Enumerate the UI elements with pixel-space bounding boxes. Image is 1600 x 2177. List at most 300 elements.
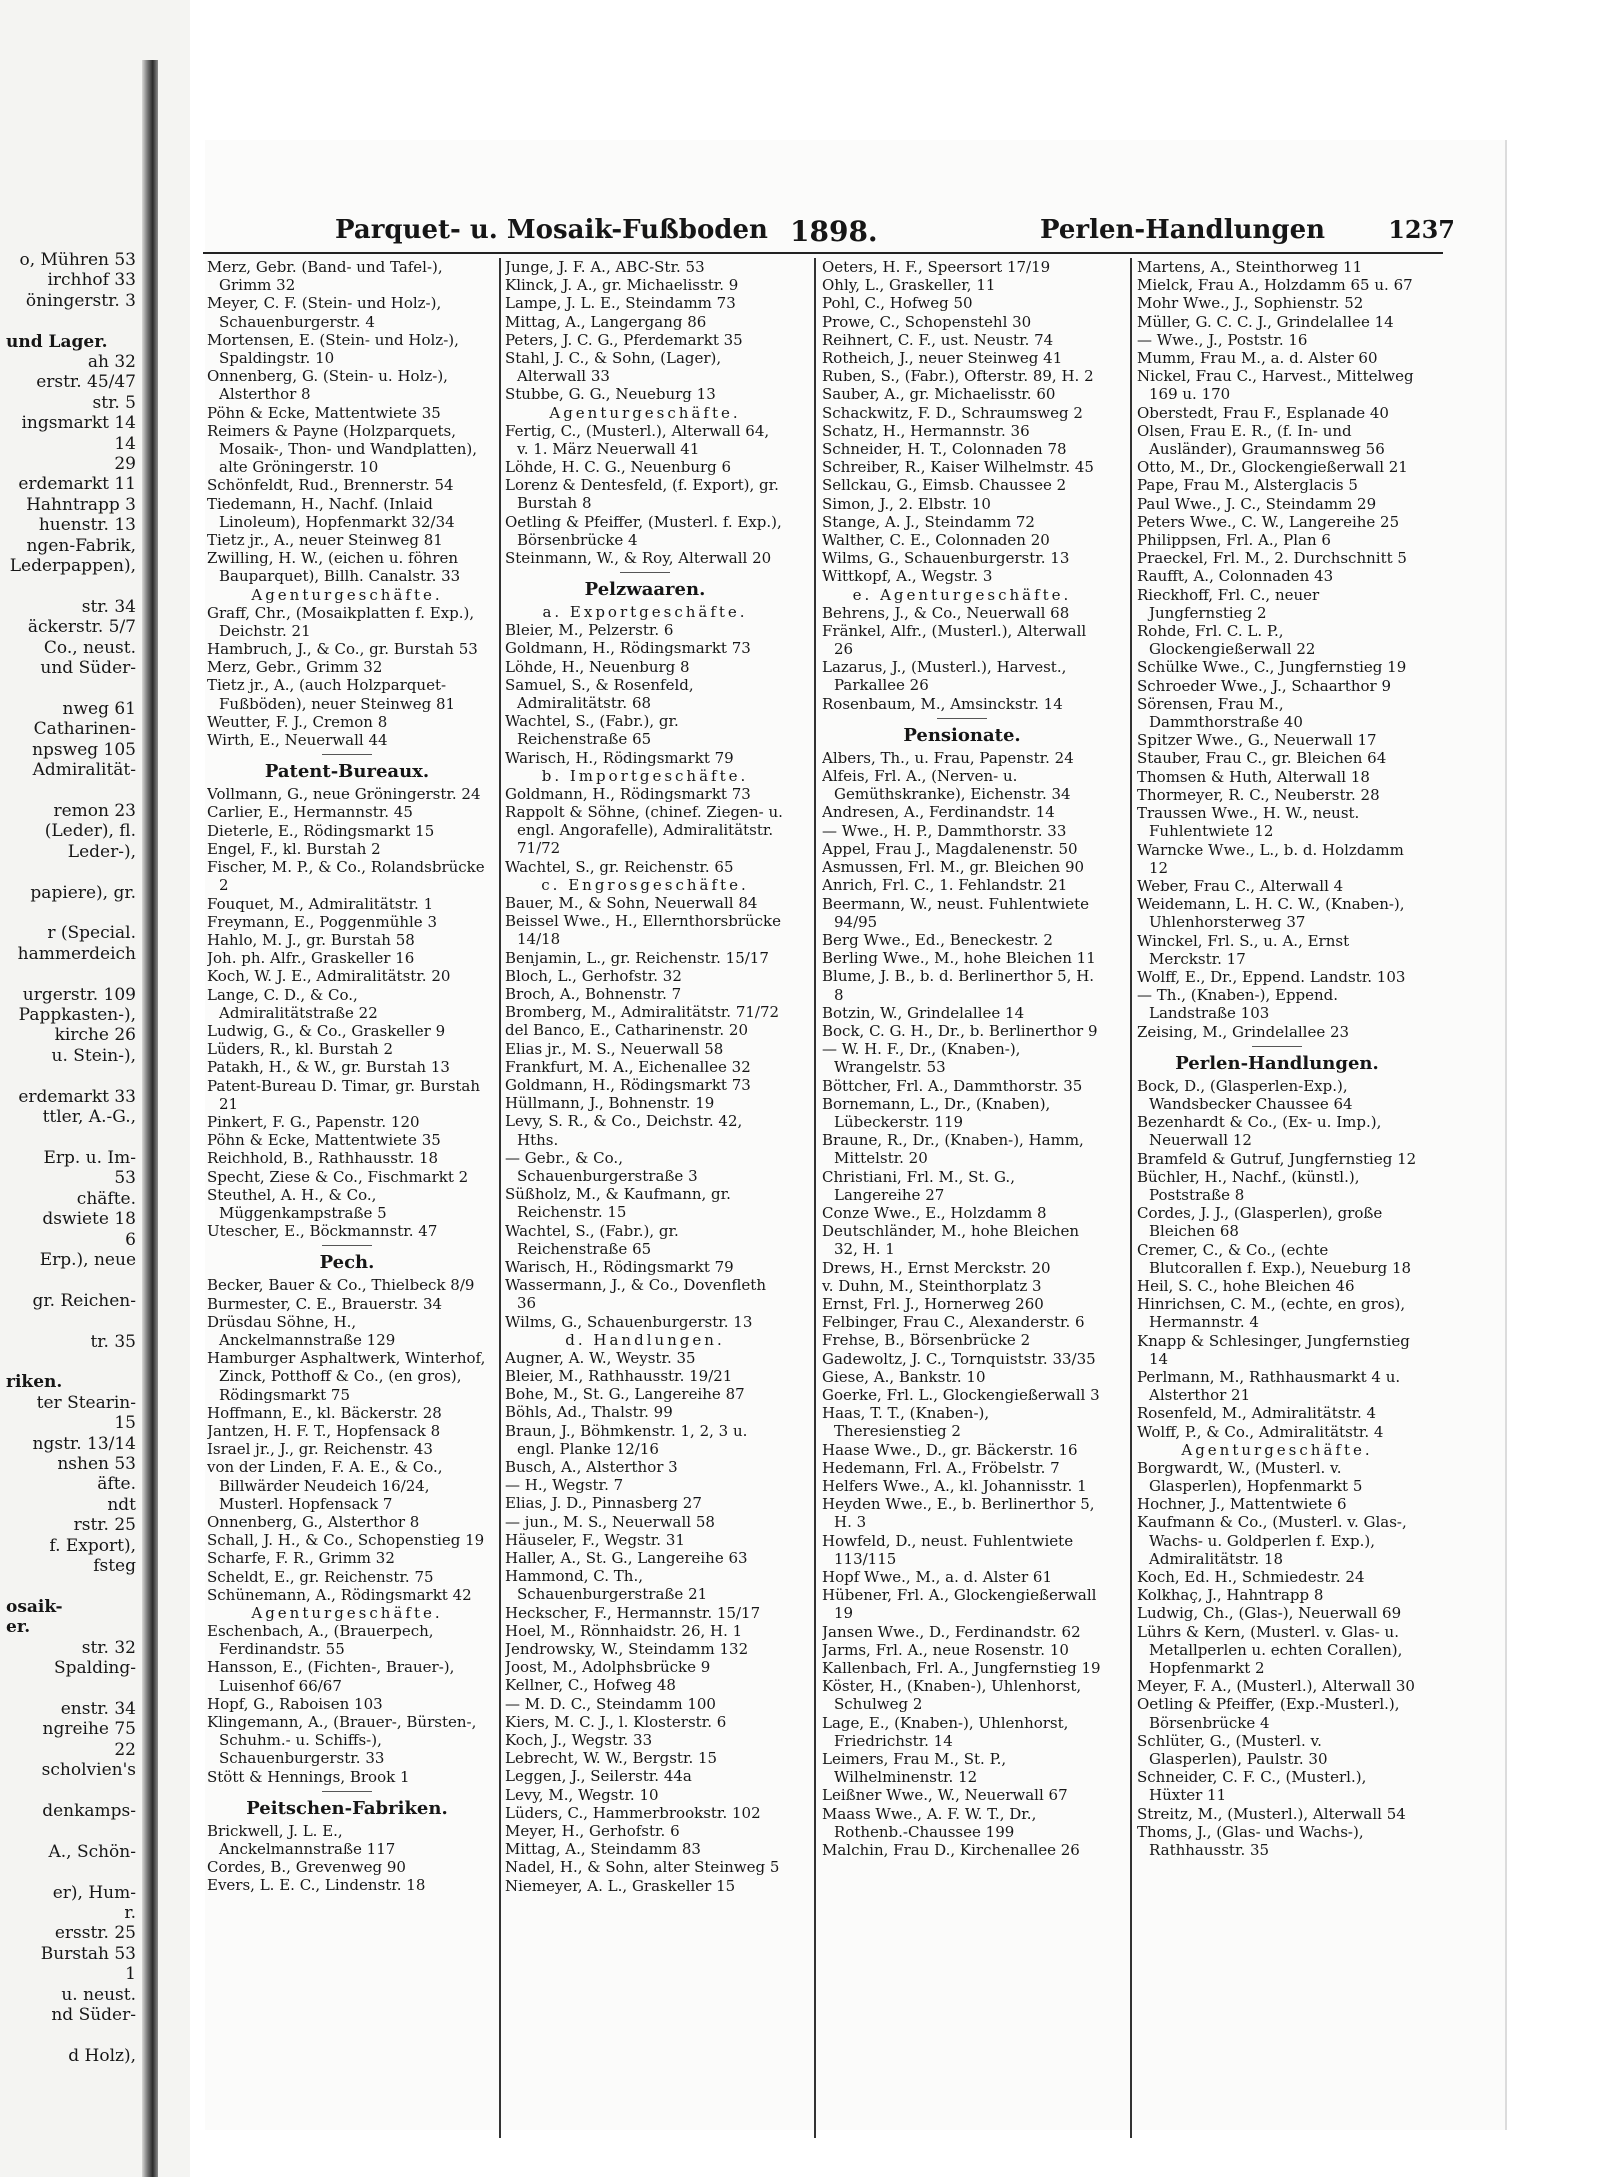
directory-entry: Bauer, M., & Sohn, Neuerwall 84: [505, 893, 758, 912]
directory-entry: Busch, A., Alsterthor 3: [505, 1457, 678, 1476]
directory-entry: Lampe, J. L. E., Steindamm 73: [505, 294, 736, 313]
section-heading: Pensionate.: [903, 724, 1021, 746]
facing-page-line: [0, 1270, 140, 1290]
book-spine: [142, 60, 158, 2177]
directory-entry: Oberstedt, Frau F., Esplanade 40: [1137, 403, 1389, 422]
facing-page-line: 1: [125, 1964, 136, 1985]
header-year: 1898.: [790, 215, 878, 248]
facing-page-line: r.: [124, 1902, 136, 1923]
directory-entry: Mittag, A., Langergang 86: [505, 312, 707, 331]
directory-entry: Kiers, M. C. J., l. Klosterstr. 6: [505, 1712, 727, 1731]
facing-page-line: fsteg: [93, 1556, 136, 1576]
directory-entry: Otto, M., Dr., Glockengießerwall 21: [1137, 458, 1408, 477]
facing-page-line: ah 32: [87, 352, 136, 373]
directory-entry: Asmussen, Frl. M., gr. Bleichen 90: [822, 858, 1085, 877]
directory-entry: Bleier, M., Rathhausstr. 19/21: [505, 1366, 733, 1385]
directory-entry: — W. H. F., Dr., (Knaben-), Wrangelstr. 53: [822, 1040, 1021, 1077]
facing-page-line: enstr. 34: [60, 1698, 136, 1719]
facing-page-line: er.: [6, 1617, 31, 1638]
directory-entry: Hüllmann, J., Bohnenstr. 19: [505, 1094, 715, 1113]
directory-entry: Vollmann, G., neue Gröningerstr. 24: [207, 785, 481, 804]
column-1: [207, 258, 487, 2138]
directory-entry: Hinrichsen, C. M., (echte, en gros), Hermannstr. 4: [1137, 1295, 1406, 1332]
directory-entry: Jansen Wwe., D., Ferdinandstr. 62: [822, 1622, 1081, 1641]
facing-page-line: Pappkasten-),: [18, 1005, 136, 1026]
directory-entry: Philippsen, Frl. A., Plan 6: [1137, 531, 1331, 550]
facing-page-line: [0, 311, 140, 331]
directory-entry: Jendrowsky, W., Steindamm 132: [505, 1640, 749, 1659]
directory-entry: Tietz jr., A., (auch Holzparquet-Fußböden), neuer Steinweg 81: [207, 676, 456, 713]
directory-entry: Mittag, A., Steindamm 83: [505, 1840, 701, 1859]
directory-entry: — Wwe., H. P., Dammthorstr. 33: [822, 821, 1067, 840]
directory-entry: Blume, J. B., b. d. Berlinerthor 5, H. 8: [822, 967, 1095, 1004]
directory-entry: Schatz, H., Hermannstr. 36: [822, 421, 1030, 440]
directory-entry: Dieterle, E., Rödingsmarkt 15: [207, 821, 435, 840]
directory-entry: Anrich, Frl. C., 1. Fehlandstr. 21: [822, 876, 1068, 895]
directory-entry: Sörensen, Frau M., Dammthorstraße 40: [1137, 694, 1303, 732]
directory-entry: Mielck, Frau A., Holzdamm 65 u. 67: [1137, 276, 1413, 295]
directory-entry: Wolff, P., & Co., Admiralitätstr. 4: [1137, 1422, 1384, 1441]
directory-entry: Hochner, J., Mattentwiete 6: [1137, 1495, 1347, 1514]
directory-entry: Braun, J., Böhmkenstr. 1, 2, 3 u. engl. Planke 12/16: [505, 1421, 748, 1458]
directory-entry: Samuel, S., & Rosenfeld, Admiralitätstr. 68: [505, 675, 694, 713]
facing-page-line: Catharinen-: [33, 719, 136, 740]
directory-entry: Reihnert, C. F., ust. Neustr. 74: [822, 330, 1054, 349]
directory-entry: Bromberg, M., Admiralitätstr. 71/72: [505, 1003, 780, 1022]
directory-entry: Stauber, Frau C., gr. Bleichen 64: [1137, 749, 1387, 768]
directory-entry: Meyer, F. A., (Musterl.), Alterwall 30: [1137, 1677, 1415, 1696]
directory-entry: Spitzer Wwe., G., Neuerwall 17: [1137, 731, 1377, 750]
directory-entry: von der Linden, F. A. E., & Co., Billwärder Neudeich 16/24, Musterl. Hopfensack 7: [207, 1458, 443, 1513]
directory-entry: Oetling & Pfeiffer, (Musterl. f. Exp.), Börsenbrücke 4: [505, 512, 782, 549]
directory-entry: Wittkopf, A., Wegstr. 3: [822, 567, 993, 586]
directory-entry: Frehse, B., Börsenbrücke 2: [822, 1331, 1031, 1350]
page-header: [335, 215, 1455, 255]
facing-page-line: Lederpappen),: [9, 556, 136, 577]
directory-entry: Wachtel, S., (Fabr.), gr. Reichenstraße 65: [505, 712, 679, 749]
facing-page-line: [0, 1862, 140, 1882]
directory-entry: Löhde, H., Neuenburg 8: [505, 657, 690, 676]
directory-entry: Bock, D., (Glasperlen-Exp.), Wandsbecker Chaussee 64: [1137, 1076, 1353, 1113]
directory-entry: Berling Wwe., M., hohe Bleichen 11: [822, 949, 1096, 968]
directory-entry: Heil, S. C., hohe Bleichen 46: [1137, 1276, 1355, 1295]
directory-entry: Weber, Frau C., Alterwall 4: [1137, 876, 1344, 895]
directory-entry: Schneider, H. T., Colonnaden 78: [822, 440, 1067, 459]
directory-entry: Helfers Wwe., A., kl. Johannisstr. 1: [822, 1477, 1087, 1495]
directory-entry: Praeckel, Frl. M., 2. Durchschnitt 5: [1137, 549, 1407, 568]
directory-entry: Süßholz, M., & Kaufmann, gr. Reichenstr. 15: [505, 1185, 731, 1222]
facing-page-line: (Leder), fl.: [44, 821, 136, 842]
directory-entry: Utescher, E., Böckmannstr. 47: [207, 1222, 438, 1241]
directory-entry: Thoms, J., (Glas- und Wachs-), Rathhausstr. 35: [1137, 1822, 1364, 1860]
facing-page-line: Admiralität-: [32, 760, 136, 781]
directory-entry: Gadewoltz, J. C., Tornquiststr. 33/35: [822, 1349, 1096, 1368]
directory-entry: Böttcher, Frl. A., Dammthorstr. 35: [822, 1076, 1083, 1095]
facing-page-line: und Süder-: [40, 658, 136, 679]
facing-page-line: Burstah 53: [40, 1943, 136, 1964]
directory-entry: Hopf, G., Raboisen 103: [207, 1694, 383, 1713]
directory-entry: Evers, L. E. C., Lindenstr. 18: [207, 1876, 426, 1895]
directory-entry: Patakh, H., & W., gr. Burstah 13: [207, 1058, 450, 1077]
directory-entry: Zeising, M., Grindelallee 23: [1137, 1022, 1350, 1041]
facing-page-line: 15: [114, 1413, 136, 1434]
directory-entry: Merz, Gebr., Grimm 32: [207, 658, 383, 677]
directory-entry: Zwilling, H. W., (eichen u. föhren Bauparquet), Billh. Canalstr. 33: [207, 549, 461, 586]
facing-page-line: nd Süder-: [51, 2004, 136, 2025]
facing-page-line: nweg 61: [62, 698, 136, 719]
directory-entry: Fischer, M. P., & Co., Rolandsbrücke 2: [207, 858, 485, 895]
directory-entry: Sellckau, G., Eimsb. Chaussee 2: [822, 476, 1067, 495]
section-rule: [620, 572, 670, 573]
directory-entry: Tiedemann, H., Nachf. (Inlaid Linoleum), Hopfenmarkt 32/34: [207, 494, 455, 531]
section-rule: [322, 754, 372, 755]
column-divider: [499, 258, 501, 2138]
directory-entry: Häuseler, F., Wegstr. 31: [505, 1530, 685, 1549]
directory-entry: Andresen, A., Ferdinandstr. 14: [822, 803, 1055, 822]
directory-entry: Kaufmann & Co., (Musterl. v. Glas-, Wachs- u. Goldperlen f. Exp.), Admiralitätstr. 18: [1137, 1513, 1407, 1568]
directory-entry: Reimers & Payne (Holzparquets, Mosaik-, Thon- und Wandplatten), alte Gröningerstr. 10: [207, 421, 478, 477]
subsection-heading: e. Agenturgeschäfte.: [852, 585, 1072, 604]
directory-entry: Carlier, E., Hermannstr. 45: [207, 803, 413, 822]
facing-page-line: ngstr. 13/14: [32, 1433, 136, 1454]
facing-page-line: [0, 903, 140, 923]
header-section-right: Perlen-Handlungen: [1040, 215, 1326, 245]
directory-entry: Bramfeld & Gutruf, Jungfernstieg 12: [1137, 1149, 1417, 1168]
column-3: [822, 258, 1102, 2138]
directory-entry: Perlmann, M., Rathhausmarkt 4 u. Alsterthor 21: [1137, 1367, 1401, 1405]
directory-entry: Joost, M., Adolphsbrücke 9: [505, 1658, 711, 1677]
directory-entry: Merz, Gebr. (Band- und Tafel-), Grimm 32: [207, 258, 443, 295]
directory-entry: Nickel, Frau C., Harvest., Mittelweg 169 u. 170: [1137, 367, 1414, 404]
directory-entry: Hammond, C. Th., Schauenburgerstraße 21: [505, 1567, 708, 1604]
facing-page-line: ndt: [107, 1494, 136, 1515]
facing-page-line: [0, 1678, 140, 1698]
facing-page-line: hammerdeich: [17, 943, 136, 964]
directory-entry: Lange, C. D., & Co., Admiralitätstraße 22: [207, 985, 378, 1022]
directory-entry: Böhls, Ad., Thalstr. 99: [505, 1403, 673, 1422]
facing-page-line: ttler, A.-G.,: [42, 1107, 136, 1128]
directory-entry: Wassermann, J., & Co., Dovenfleth 36: [505, 1276, 766, 1313]
directory-entry: Felbinger, Frau C., Alexanderstr. 6: [822, 1313, 1085, 1332]
directory-entry: Heyden Wwe., E., b. Berlinerthor 5, H. 3: [822, 1495, 1095, 1532]
directory-entry: Meyer, H., Gerhofstr. 6: [505, 1822, 680, 1841]
subsection-heading: Agenturgeschäfte.: [1181, 1440, 1373, 1459]
directory-entry: Cordes, B., Grevenweg 90: [207, 1858, 406, 1877]
facing-page-line: chäfte.: [76, 1188, 136, 1209]
directory-entry: del Banco, E., Catharinenstr. 20: [505, 1021, 748, 1040]
directory-entry: Deutschländer, M., hohe Bleichen 32, H. 1: [822, 1222, 1080, 1259]
directory-entry: Steuthel, A. H., & Co., Müggenkampstraße 5: [207, 1185, 387, 1222]
directory-entry: Ruben, S., (Fabr.), Ofterstr. 89, H. 2: [822, 367, 1094, 386]
facing-page-line: Erp. u. Im-: [43, 1147, 136, 1168]
directory-entry: Koch, Ed. H., Schmiedestr. 24: [1137, 1568, 1365, 1587]
directory-entry: Wachtel, S., (Fabr.), gr. Reichenstraße 65: [505, 1221, 679, 1258]
directory-entry: Levy, M., Wegstr. 10: [505, 1785, 659, 1804]
facing-page-line: gr. Reichen-: [32, 1290, 136, 1311]
directory-entry: — Wwe., J., Poststr. 16: [1137, 330, 1308, 349]
directory-entry: Jarms, Frl. A., neue Rosenstr. 10: [822, 1640, 1069, 1659]
facing-page-line: papiere), gr.: [30, 882, 136, 903]
facing-page-line: Leder-),: [67, 841, 136, 862]
directory-entry: Brickwell, J. L. E., Anckelmannstraße 117: [207, 1821, 396, 1859]
directory-entry: Hoffmann, E., kl. Bäckerstr. 28: [207, 1403, 442, 1422]
section-rule: [322, 1791, 372, 1792]
directory-entry: Onnenberg, G., Alsterthor 8: [207, 1513, 420, 1531]
directory-entry: Traussen Wwe., H. W., neust. Fuhlentwiete 12: [1137, 804, 1360, 841]
facing-page-line: Co., neust.: [43, 637, 136, 658]
directory-entry: Rohde, Frl. C. L. P., Glockengießerwall 22: [1137, 622, 1316, 659]
directory-entry: Oetling & Pfeiffer, (Exp.-Musterl.), Börsenbrücke 4: [1137, 1695, 1400, 1732]
directory-entry: Schroeder Wwe., J., Schaarthor 9: [1137, 676, 1392, 695]
directory-entry: Beissel Wwe., H., Ellernthorsbrücke 14/18: [505, 912, 781, 949]
directory-entry: Schall, J. H., & Co., Schopenstieg 19: [207, 1531, 485, 1550]
directory-entry: Peters, J. C. G., Pferdemarkt 35: [505, 330, 743, 349]
directory-entry: Bornemann, L., Dr., (Knaben), Lübeckerstr. 119: [822, 1094, 1051, 1131]
directory-entry: Lüders, R., kl. Burstah 2: [207, 1040, 394, 1059]
directory-entry: Ludwig, G., & Co., Graskeller 9: [207, 1021, 446, 1040]
directory-entry: Joh. ph. Alfr., Graskeller 16: [207, 949, 415, 968]
directory-entry: Hambruch, J., & Co., gr. Burstah 53: [207, 640, 478, 659]
facing-page-line: npsweg 105: [32, 739, 136, 760]
facing-page-line: r (Special.: [47, 923, 136, 944]
directory-entry: Stött & Hennings, Brook 1: [207, 1767, 410, 1786]
directory-entry: Engel, F., kl. Burstah 2: [207, 839, 381, 858]
directory-entry: Cremer, C., & Co., (echte Blutcorallen f. Exp.), Neueburg 18: [1137, 1240, 1412, 1277]
directory-entry: Freymann, E., Poggenmühle 3: [207, 912, 437, 931]
section-heading: Pech.: [319, 1252, 375, 1274]
directory-entry: Specht, Ziese & Co., Fischmarkt 2: [207, 1167, 469, 1186]
directory-entry: Pohl, C., Hofweg 50: [822, 294, 973, 313]
facing-page-line: u. Stein-),: [51, 1045, 136, 1066]
directory-entry: Klingemann, A., (Brauer-, Bürsten-, Schuhm.- u. Schiffs-), Schauenburgerstr. 33: [207, 1713, 477, 1768]
directory-entry: Israel jr., J., gr. Reichenstr. 43: [207, 1440, 433, 1459]
directory-entry: Frankfurt, M. A., Eichenallee 32: [505, 1057, 751, 1076]
directory-entry: Schülke Wwe., C., Jungfernstieg 19: [1137, 658, 1407, 677]
facing-page-line: remon 23: [53, 800, 136, 821]
facing-page-line: erstr. 45/47: [36, 372, 136, 393]
facing-page-line: Spalding-: [54, 1658, 136, 1679]
directory-entry: Leißner Wwe., W., Neuerwall 67: [822, 1786, 1068, 1805]
directory-entry: Kellner, C., Hofweg 48: [505, 1676, 676, 1695]
directory-entry: Goerke, Frl. L., Glockengießerwall 3: [822, 1385, 1100, 1404]
directory-entry: Burmester, C. E., Brauerstr. 34: [207, 1294, 443, 1313]
facing-page-line: [0, 1352, 140, 1372]
directory-entry: Löhde, H. C. G., Neuenburg 6: [505, 458, 732, 477]
directory-entry: Prowe, C., Schopenstehl 30: [822, 312, 1032, 331]
directory-entry: Schneider, C. F. C., (Musterl.), Hüxter 11: [1137, 1768, 1367, 1805]
subsection-heading: Agenturgeschäfte.: [251, 1604, 443, 1623]
facing-page-line: tr. 35: [90, 1331, 136, 1352]
directory-entry: Weutter, F. J., Cremon 8: [207, 712, 388, 731]
directory-entry: Augner, A. W., Weystr. 35: [505, 1348, 696, 1367]
facing-page-line: 22: [114, 1739, 136, 1760]
subsection-heading: d. Handlungen.: [565, 1330, 725, 1349]
facing-page-line: scholvien's: [41, 1760, 136, 1781]
directory-entry: Lorenz & Dentesfeld, (f. Export), gr. Burstah 8: [505, 476, 779, 513]
directory-entry: Fränkel, Alfr., (Musterl.), Alterwall 26: [822, 621, 1087, 659]
directory-entry: Lebrecht, W. W., Bergstr. 15: [505, 1749, 718, 1768]
subsection-heading: b. Importgeschäfte.: [541, 766, 749, 785]
directory-entry: Rieckhoff, Frl. C., neuer Jungfernstieg 2: [1137, 585, 1320, 622]
facing-page-line: irchhof 33: [47, 270, 136, 291]
directory-entry: Koch, J., Wegstr. 33: [505, 1731, 653, 1750]
directory-entry: Fertig, C., (Musterl.), Alterwall 64, v. 1. März Neuerwall 41: [505, 421, 770, 458]
column-divider: [1130, 258, 1132, 2138]
facing-page-line: f. Export),: [49, 1535, 136, 1556]
directory-entry: Weidemann, L. H. C. W., (Knaben-), Uhlenhorsterweg 37: [1137, 895, 1405, 932]
subsection-heading: a. Exportgeschäfte.: [542, 603, 748, 622]
directory-entry: Simon, J., 2. Elbstr. 10: [822, 494, 991, 513]
directory-entry: v. Duhn, M., Steinthorplatz 3: [822, 1276, 1042, 1295]
directory-entry: Ohly, L., Graskeller, 11: [822, 276, 996, 295]
facing-page-line: [0, 1576, 140, 1596]
directory-entry: Ludwig, Ch., (Glas-), Neuerwall 69: [1137, 1604, 1402, 1623]
directory-entry: — M. D. C., Steindamm 100: [505, 1694, 716, 1713]
directory-entry: Paul Wwe., J. C., Steindamm 29: [1137, 494, 1377, 513]
facing-page-line: [0, 1780, 140, 1800]
directory-entry: Tietz jr., A., neuer Steinweg 81: [207, 531, 443, 550]
directory-entry: Schackwitz, F. D., Schraumsweg 2: [822, 403, 1083, 422]
directory-entry: Drüsdau Söhne, H., Anckelmannstraße 129: [207, 1312, 396, 1349]
directory-entry: Mohr Wwe., J., Sophienstr. 52: [1137, 294, 1364, 313]
directory-entry: Rappolt & Söhne, (chinef. Ziegen- u. engl. Angorafelle), Admiralitätstr. 71/72: [505, 803, 783, 858]
directory-entry: Maass Wwe., A. F. W. T., Dr., Rothenb.-Chaussee 199: [822, 1804, 1037, 1841]
directory-entry: Haller, A., St. G., Langereihe 63: [505, 1549, 748, 1567]
facing-page-line: ngreihe 75: [42, 1719, 136, 1740]
directory-entry: Niemeyer, A. L., Graskeller 15: [505, 1876, 736, 1895]
facing-page-line: [0, 781, 140, 801]
directory-entry: Wilms, G., Schauenburgerstr. 13: [822, 549, 1070, 568]
facing-page-line: str. 34: [81, 596, 136, 617]
directory-entry: Hoel, M., Rönnhaidstr. 26, H. 1: [505, 1621, 743, 1640]
directory-entry: Rosenfeld, M., Admiralitätstr. 4: [1137, 1404, 1377, 1423]
facing-page-line: denkamps-: [42, 1800, 136, 1821]
facing-page-line: A., Schön-: [48, 1841, 136, 1862]
directory-entry: Elias jr., M. S., Neuerwall 58: [505, 1039, 724, 1058]
directory-entry: Mortensen, E. (Stein- und Holz-), Spaldingstr. 10: [207, 330, 459, 368]
directory-entry: Olsen, Frau E. R., (f. In- und Ausländer), Graumannsweg 56: [1137, 421, 1385, 459]
directory-entry: Pinkert, F. G., Papenstr. 120: [207, 1112, 420, 1131]
subsection-heading: Agenturgeschäfte.: [251, 585, 443, 604]
directory-entry: Beermann, W., neust. Fuhlentwiete 94/95: [822, 894, 1090, 931]
directory-entry: Goldmann, H., Rödingsmarkt 73: [505, 1075, 751, 1094]
directory-entry: Stubbe, G. G., Neueburg 13: [505, 385, 716, 404]
facing-page-line: [0, 679, 140, 699]
directory-entry: Cordes, J. J., (Glasperlen), große Bleichen 68: [1137, 1204, 1383, 1241]
directory-entry: Junge, J. F. A., ABC-Str. 53: [505, 258, 705, 276]
facing-page-line: 29: [114, 454, 136, 475]
directory-entry: Goldmann, H., Rödingsmarkt 73: [505, 784, 751, 803]
directory-entry: Warisch, H., Rödingsmarkt 79: [505, 1257, 734, 1276]
directory-entry: Heckscher, F., Hermannstr. 15/17: [505, 1603, 761, 1622]
facing-page-line: und Lager.: [6, 331, 108, 352]
directory-entry: Becker, Bauer & Co., Thielbeck 8/9: [207, 1276, 475, 1295]
directory-entry: Oeters, H. F., Speersort 17/19: [822, 258, 1051, 276]
facing-page-line: ngen-Fabrik,: [26, 535, 136, 556]
directory-entry: Howfeld, D., neust. Fuhlentwiete 113/115: [822, 1531, 1074, 1568]
facing-page-line: d Holz),: [68, 2045, 136, 2066]
directory-entry: Pöhn & Ecke, Mattentwiete 35: [207, 1131, 441, 1150]
header-rule: [203, 252, 1443, 254]
header-section-left: Parquet- u. Mosaik-Fußboden: [335, 215, 768, 245]
section-heading: Patent-Bureaux.: [264, 761, 430, 783]
section-heading: Pelzwaaren.: [584, 579, 706, 601]
directory-entry: Stange, A. J., Steindamm 72: [822, 512, 1035, 531]
facing-page-line: Hahntrapp 3: [26, 494, 136, 515]
facing-page-line: äckerstr. 5/7: [27, 617, 136, 638]
directory-entry: Sauber, A., gr. Michaelisstr. 60: [822, 385, 1056, 404]
directory-entry: Haas, T. T., (Knaben-), Theresienstieg 2: [822, 1404, 990, 1441]
directory-entry: Scheldt, E., gr. Reichenstr. 75: [207, 1567, 434, 1586]
directory-entry: Warisch, H., Rödingsmarkt 79: [505, 748, 734, 767]
directory-entry: Stahl, J. C., & Sohn, (Lager), Alterwall 33: [505, 349, 722, 386]
directory-entry: Wolff, E., Dr., Eppend. Landstr. 103: [1137, 967, 1406, 986]
page-number: 1237: [1388, 215, 1455, 244]
directory-entry: Knapp & Schlesinger, Jungfernstieg 14: [1137, 1331, 1410, 1368]
subsection-heading: Agenturgeschäfte.: [549, 403, 741, 422]
facing-page-line: Erp.), neue: [39, 1249, 136, 1270]
facing-page-line: [0, 964, 140, 984]
facing-page-line: [0, 1821, 140, 1841]
facing-page-line: rstr. 25: [73, 1515, 136, 1536]
facing-page-line: 53: [114, 1168, 136, 1189]
directory-entry: Hansson, E., (Fichten-, Brauer-), Luisenhof 66/67: [207, 1658, 455, 1695]
facing-page: [0, 0, 190, 2177]
facing-page-line: ter Stearin-: [36, 1392, 136, 1413]
directory-entry: Bleier, M., Pelzerstr. 6: [505, 621, 674, 640]
directory-entry: Wirth, E., Neuerwall 44: [207, 731, 388, 750]
directory-entry: Meyer, C. F. (Stein- und Holz-), Schauenburgerstr. 4: [207, 294, 442, 331]
directory-entry: Lüders, C., Hammerbrookstr. 102: [505, 1803, 761, 1822]
facing-page-line: [0, 1311, 140, 1331]
facing-page-line: [0, 577, 140, 597]
directory-entry: Bloch, L., Gerhofstr. 32: [505, 966, 682, 985]
directory-entry: Scharfe, F. R., Grimm 32: [207, 1549, 395, 1568]
directory-entry: Schünemann, A., Rödingsmarkt 42: [207, 1585, 472, 1604]
directory-entry: Patent-Bureau D. Timar, gr. Burstah 21: [207, 1076, 481, 1113]
facing-page-line: str. 5: [92, 392, 136, 413]
directory-entry: Drews, H., Ernst Merckstr. 20: [822, 1258, 1051, 1277]
directory-entry: — jun., M. S., Neuerwall 58: [505, 1512, 715, 1531]
directory-entry: Hübener, Frl. A., Glockengießerwall 19: [822, 1586, 1097, 1623]
directory-entry: Jantzen, H. F. T., Hopfensack 8: [207, 1421, 441, 1440]
facing-page-line: urgerstr. 109: [22, 984, 136, 1005]
directory-entry: Botzin, W., Grindelallee 14: [822, 1003, 1025, 1022]
directory-entry: Rosenbaum, M., Amsinckstr. 14: [822, 694, 1063, 713]
facing-page-line: str. 32: [81, 1637, 136, 1658]
directory-entry: Rotheich, J., neuer Steinweg 41: [822, 349, 1063, 368]
directory-entry: Martens, A., Steinthorweg 11: [1137, 258, 1363, 276]
directory-entry: Lazarus, J., (Musterl.), Harvest., Parkallee 26: [822, 658, 1067, 695]
section-heading: Perlen-Handlungen.: [1175, 1052, 1379, 1074]
directory-entry: Hahlo, M. J., gr. Burstah 58: [207, 930, 415, 949]
directory-entry: Hamburger Asphaltwerk, Winterhof, Zinck, Potthoff & Co., (en gros), Rödingsmarkt 75: [207, 1349, 486, 1404]
facing-page-line: riken.: [6, 1372, 63, 1393]
facing-page-line: erdemarkt 33: [18, 1086, 136, 1107]
facing-page-line: [0, 1127, 140, 1147]
directory-entry: Malchin, Frau D., Kirchenallee 26: [822, 1841, 1080, 1860]
section-rule: [937, 718, 987, 719]
directory-entry: Ernst, Frl. J., Hornerweg 260: [822, 1294, 1044, 1313]
directory-entry: Klinck, J. A., gr. Michaelisstr. 9: [505, 276, 739, 295]
directory-entry: Appel, Frau J., Magdalenenstr. 50: [822, 839, 1078, 858]
facing-page-text: [0, 250, 140, 2150]
subsection-heading: c. Engrosgeschäfte.: [541, 875, 749, 894]
directory-entry: Christiani, Frl. M., St. G., Langereihe 27: [822, 1167, 1015, 1204]
directory-entry: Albers, Th., u. Frau, Papenstr. 24: [822, 748, 1074, 767]
facing-page-line: nshen 53: [57, 1453, 136, 1474]
facing-page-line: ersstr. 25: [54, 1923, 136, 1944]
